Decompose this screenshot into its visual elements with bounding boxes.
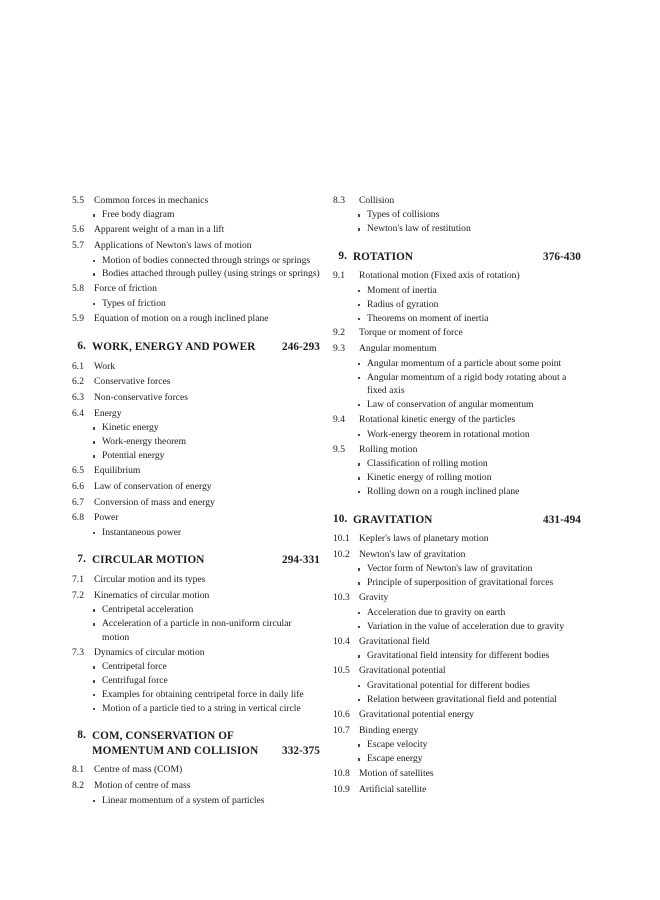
toc-section-row[interactable] — [72, 511, 320, 525]
toc-section-row[interactable] — [333, 326, 581, 340]
toc-section-label: Circular motion and its types — [94, 573, 206, 585]
toc-bullet-item[interactable] — [72, 603, 320, 616]
toc-bullet-item[interactable] — [72, 660, 320, 673]
toc-section-row[interactable] — [72, 223, 320, 237]
toc-section-label: Centre of mass (COM) — [94, 764, 183, 776]
toc-section-row[interactable] — [333, 708, 581, 722]
toc-bullet-item[interactable] — [333, 562, 581, 575]
toc-bullet-label: Vector form of Newton's law of gravitation — [367, 563, 533, 575]
toc-chapter-body — [92, 729, 320, 758]
toc-bullet-item[interactable] — [72, 526, 320, 539]
toc-bullet-label: Bodies attached through pulley (using strings or springs) — [102, 268, 320, 280]
toc-bullet-item[interactable] — [333, 738, 581, 751]
toc-bullet-item[interactable] — [72, 208, 320, 221]
toc-section-label: Gravitational potential energy — [359, 708, 474, 720]
toc-section-label: Power — [94, 512, 119, 524]
toc-section-label: Non-conservative forces — [94, 392, 189, 404]
toc-bullet-item[interactable] — [72, 688, 320, 701]
toc-chapter-title — [353, 513, 543, 528]
toc-bullet-label: Kinetic energy of rolling motion — [367, 472, 492, 484]
toc-section-row[interactable] — [333, 443, 581, 457]
toc-chapter-body — [353, 250, 581, 265]
toc-section-row[interactable] — [72, 312, 320, 326]
toc-section-number: 7.1 — [72, 573, 84, 585]
toc-section-row[interactable] — [72, 496, 320, 510]
toc-bullet-item[interactable] — [72, 449, 320, 462]
toc-chapter-number: 7. — [77, 553, 86, 566]
toc-bullet-item[interactable] — [333, 398, 581, 411]
toc-bullet-item[interactable] — [72, 794, 320, 807]
toc-chapter-page-range: 431-494 — [543, 513, 581, 526]
toc-bullet-label: Law of conservation of angular momentum — [367, 399, 534, 411]
toc-bullet-label: Relation between gravitational field and potential — [367, 693, 557, 705]
toc-chapter-heading[interactable] — [72, 340, 320, 355]
toc-section-number: 10.9 — [333, 783, 350, 795]
toc-chapter-title-line: COM, CONSERVATION OF — [92, 730, 234, 743]
toc-bullet-label: Free body diagram — [102, 209, 175, 221]
toc-bullet-label: Potential energy — [102, 450, 165, 462]
toc-chapter-title-line: GRAVITATION — [353, 513, 433, 526]
toc-bullet-label: Work-energy theorem — [102, 436, 187, 448]
toc-bullet-label: Escape energy — [367, 753, 423, 765]
toc-chapter-page-range: 332-375 — [282, 744, 320, 757]
toc-section-number: 5.6 — [72, 224, 84, 236]
toc-section-row[interactable] — [72, 763, 320, 777]
toc-bullet-item[interactable] — [72, 674, 320, 687]
toc-section-number: 9.4 — [333, 413, 345, 425]
toc-section-row[interactable] — [333, 194, 581, 208]
toc-chapter-title — [92, 340, 282, 355]
toc-bullet-item[interactable] — [333, 284, 581, 297]
toc-bullet-item[interactable] — [333, 208, 581, 221]
toc-bullet-item[interactable] — [333, 428, 581, 441]
toc-bullet-label: Instantaneous power — [102, 526, 182, 538]
toc-bullet-item[interactable] — [72, 702, 320, 715]
toc-chapter-heading[interactable] — [72, 553, 320, 568]
toc-bullet-label: Escape velocity — [367, 739, 428, 751]
toc-section-number: 5.5 — [72, 194, 84, 206]
toc-section-number: 9.3 — [333, 343, 345, 355]
toc-section-row[interactable] — [333, 342, 581, 356]
toc-section-number: 9.1 — [333, 270, 345, 282]
toc-section-label: Rolling motion — [359, 443, 418, 455]
toc-section-label: Work — [94, 360, 116, 372]
toc-bullet-label: Motion of a particle tied to a string in vertical circle — [102, 702, 301, 714]
toc-bullet-item[interactable] — [333, 457, 581, 470]
toc-section-row[interactable] — [333, 548, 581, 562]
toc-chapter-title-line: MOMENTUM AND COLLISION — [92, 744, 259, 757]
toc-section-number: 6.4 — [72, 407, 84, 419]
toc-section-row[interactable] — [72, 407, 320, 421]
toc-bullet-label: Centrifugal force — [102, 675, 168, 687]
toc-section-row[interactable] — [333, 724, 581, 738]
toc-bullet-label: Centripetal acceleration — [102, 604, 194, 616]
toc-bullet-label: Angular momentum of a rigid body rotating about a fixed axis — [367, 371, 567, 397]
toc-section-label: Gravitational potential — [359, 665, 446, 677]
toc-bullet-label: Theorems on moment of inertia — [367, 312, 489, 324]
toc-chapter-number: 10. — [333, 512, 348, 525]
toc-section-number: 8.2 — [72, 780, 84, 792]
toc-bullet-label: Newton's law of restitution — [367, 223, 471, 235]
toc-bullet-item[interactable] — [333, 693, 581, 706]
toc-chapter-page-range: 246-293 — [282, 341, 320, 354]
toc-section-number: 10.1 — [333, 533, 350, 544]
toc-chapter-title — [353, 250, 543, 265]
toc-bullet-item[interactable] — [333, 298, 581, 311]
toc-bullet-label: Classification of rolling motion — [367, 458, 488, 470]
toc-section-number: 5.9 — [72, 312, 84, 324]
toc-section-row[interactable] — [333, 591, 581, 605]
toc-section-number: 10.5 — [333, 665, 350, 677]
toc-section-number: 6.2 — [72, 376, 84, 388]
toc-bullet-label: Work-energy theorem in rotational motion — [367, 428, 530, 440]
toc-bullet-item[interactable] — [333, 312, 581, 325]
toc-section-number: 10.7 — [333, 724, 350, 736]
toc-section-number: 8.1 — [72, 764, 84, 776]
toc-section-label: Newton's law of gravitation — [359, 548, 466, 560]
toc-section-number: 6.1 — [72, 360, 84, 372]
toc-bullet-label: Motion of bodies connected through strings or springs — [102, 254, 311, 266]
toc-section-row[interactable] — [72, 589, 320, 603]
toc-bullet-item[interactable] — [333, 679, 581, 692]
toc-section-number: 9.5 — [333, 443, 345, 455]
toc-bullet-label: Acceleration due to gravity on earth — [367, 606, 506, 618]
toc-chapter-body — [92, 340, 320, 355]
toc-chapter-page-range: 376-430 — [543, 250, 581, 263]
toc-bullet-item[interactable] — [333, 620, 581, 633]
toc-section-label: Collision — [359, 194, 395, 206]
toc-section-row[interactable] — [333, 783, 581, 797]
toc-section-row[interactable] — [333, 532, 581, 546]
toc-chapter-body — [92, 553, 320, 568]
toc-section-label: Applications of Newton's laws of motion — [94, 239, 252, 251]
toc-bullet-item[interactable] — [333, 606, 581, 619]
toc-bullet-label: Principle of superposition of gravitational forces — [367, 577, 554, 589]
toc-bullet-item[interactable] — [333, 357, 581, 370]
toc-bullet-label: Types of collisions — [367, 209, 440, 221]
toc-bullet-item[interactable] — [333, 371, 581, 398]
toc-chapter-title — [92, 729, 282, 758]
toc-section-label: Energy — [94, 407, 122, 419]
toc-chapter-number: 8. — [77, 729, 86, 742]
toc-section-row[interactable] — [72, 282, 320, 296]
toc-bullet-label: Gravitational field intensity for different bodies — [367, 650, 550, 662]
toc-section-label: Conversion of mass and energy — [94, 496, 215, 508]
toc-section-number: 6.5 — [72, 465, 84, 477]
toc-section-number: 10.3 — [333, 592, 350, 604]
toc-bullet-label: Linear momentum of a system of particles — [102, 794, 265, 806]
toc-bullet-label: Examples for obtaining centripetal force in daily life — [102, 689, 304, 701]
toc-left-column — [72, 192, 320, 807]
toc-chapter-number: 6. — [77, 340, 86, 353]
toc-bullet-item[interactable] — [333, 752, 581, 765]
toc-section-number: 7.3 — [72, 646, 84, 658]
toc-section-number: 8.3 — [333, 194, 345, 206]
toc-section-label: Equilibrium — [94, 465, 141, 477]
toc-section-number: 6.3 — [72, 392, 84, 404]
toc-section-row[interactable] — [72, 480, 320, 494]
toc-section-number: 6.8 — [72, 512, 84, 524]
toc-section-label: Apparent weight of a man in a lift — [94, 224, 225, 236]
toc-section-number: 10.8 — [333, 768, 350, 780]
toc-bullet-item[interactable] — [72, 267, 320, 280]
toc-section-number: 10.4 — [333, 635, 350, 647]
toc-right-column — [333, 192, 581, 797]
toc-bullet-label: Gravitational potential for different bodies — [367, 680, 530, 692]
toc-section-row[interactable] — [72, 194, 320, 208]
toc-bullet-item[interactable] — [72, 435, 320, 448]
toc-section-label: Force of friction — [94, 283, 157, 295]
toc-bullet-item[interactable] — [72, 254, 320, 267]
toc-bullet-label: Types of friction — [102, 298, 166, 310]
toc-section-number: 5.8 — [72, 283, 84, 295]
toc-bullet-item[interactable] — [72, 297, 320, 310]
toc-chapter-body — [353, 513, 581, 528]
toc-bullet-label: Angular momentum of a particle about some point — [367, 357, 562, 369]
toc-bullet-item[interactable] — [333, 485, 581, 498]
toc-bullet-item[interactable] — [333, 471, 581, 484]
toc-section-label: Common forces in mechanics — [94, 194, 209, 206]
toc-chapter-heading[interactable] — [72, 729, 320, 758]
toc-section-label: Gravitational field — [359, 635, 430, 647]
toc-section-label: Kepler's laws of planetary motion — [359, 533, 489, 544]
toc-section-number: 7.2 — [72, 589, 84, 601]
toc-section-label: Conservative forces — [94, 376, 171, 388]
toc-section-row[interactable] — [333, 664, 581, 678]
toc-bullet-label: Centripetal force — [102, 661, 167, 673]
toc-bullet-item[interactable] — [72, 617, 320, 644]
toc-bullet-item[interactable] — [333, 222, 581, 235]
toc-bullet-label: Rolling down on a rough inclined plane — [367, 486, 520, 498]
toc-section-row[interactable] — [72, 779, 320, 793]
toc-bullet-label: Kinetic energy — [102, 422, 159, 434]
toc-section-row[interactable] — [72, 646, 320, 660]
toc-section-label: Rotational kinetic energy of the particles — [359, 413, 516, 425]
toc-section-row[interactable] — [333, 269, 581, 283]
toc-section-label: Binding energy — [359, 724, 419, 736]
toc-chapter-number: 9. — [338, 249, 347, 262]
toc-section-row[interactable] — [72, 464, 320, 478]
toc-chapter-title-line: CIRCULAR MOTION — [92, 554, 205, 567]
toc-section-row[interactable] — [333, 413, 581, 427]
toc-section-row[interactable] — [72, 239, 320, 253]
toc-section-row[interactable] — [72, 360, 320, 374]
toc-section-number: 6.6 — [72, 480, 84, 492]
toc-section-label: Torque or moment of force — [359, 327, 463, 339]
toc-bullet-label: Variation in the value of acceleration due to gravity — [367, 620, 565, 632]
toc-bullet-item[interactable] — [72, 421, 320, 434]
toc-section-number: 5.7 — [72, 239, 84, 251]
toc-section-label: Kinematics of circular motion — [94, 589, 210, 601]
toc-chapter-title — [92, 553, 282, 568]
toc-section-number: 10.6 — [333, 708, 350, 720]
toc-section-row[interactable] — [72, 375, 320, 389]
toc-chapter-title-line: ROTATION — [353, 250, 414, 263]
toc-section-label: Dynamics of circular motion — [94, 646, 205, 658]
toc-section-number: 6.7 — [72, 496, 84, 508]
toc-bullet-label: Moment of inertia — [367, 284, 437, 296]
toc-section-number: 9.2 — [333, 327, 345, 339]
toc-section-label: Law of conservation of energy — [94, 480, 212, 492]
toc-section-row[interactable] — [72, 573, 320, 587]
toc-section-row[interactable] — [333, 635, 581, 649]
toc-section-label: Artificial satellite — [359, 783, 427, 795]
toc-section-label: Equation of motion on a rough inclined plane — [94, 312, 269, 324]
toc-chapter-title-line: WORK, ENERGY AND POWER — [92, 341, 256, 354]
toc-section-label: Motion of centre of mass — [94, 780, 191, 792]
toc-bullet-label: Radius of gyration — [367, 298, 439, 310]
toc-section-number: 10.2 — [333, 548, 350, 560]
toc-bullet-label: Acceleration of a particle in non-uniform circular motion — [102, 618, 292, 643]
toc-chapter-heading[interactable] — [333, 250, 581, 265]
toc-section-label: Gravity — [359, 592, 389, 604]
toc-section-label: Angular momentum — [359, 343, 437, 355]
toc-section-label: Motion of satellites — [359, 768, 434, 780]
toc-bullet-item[interactable] — [333, 576, 581, 589]
toc-section-row[interactable] — [333, 767, 581, 781]
toc-chapter-heading[interactable] — [333, 513, 581, 528]
toc-section-row[interactable] — [72, 391, 320, 405]
toc-bullet-item[interactable] — [333, 649, 581, 662]
toc-section-label: Rotational motion (Fixed axis of rotation) — [359, 270, 520, 282]
toc-chapter-page-range: 294-331 — [282, 554, 320, 567]
